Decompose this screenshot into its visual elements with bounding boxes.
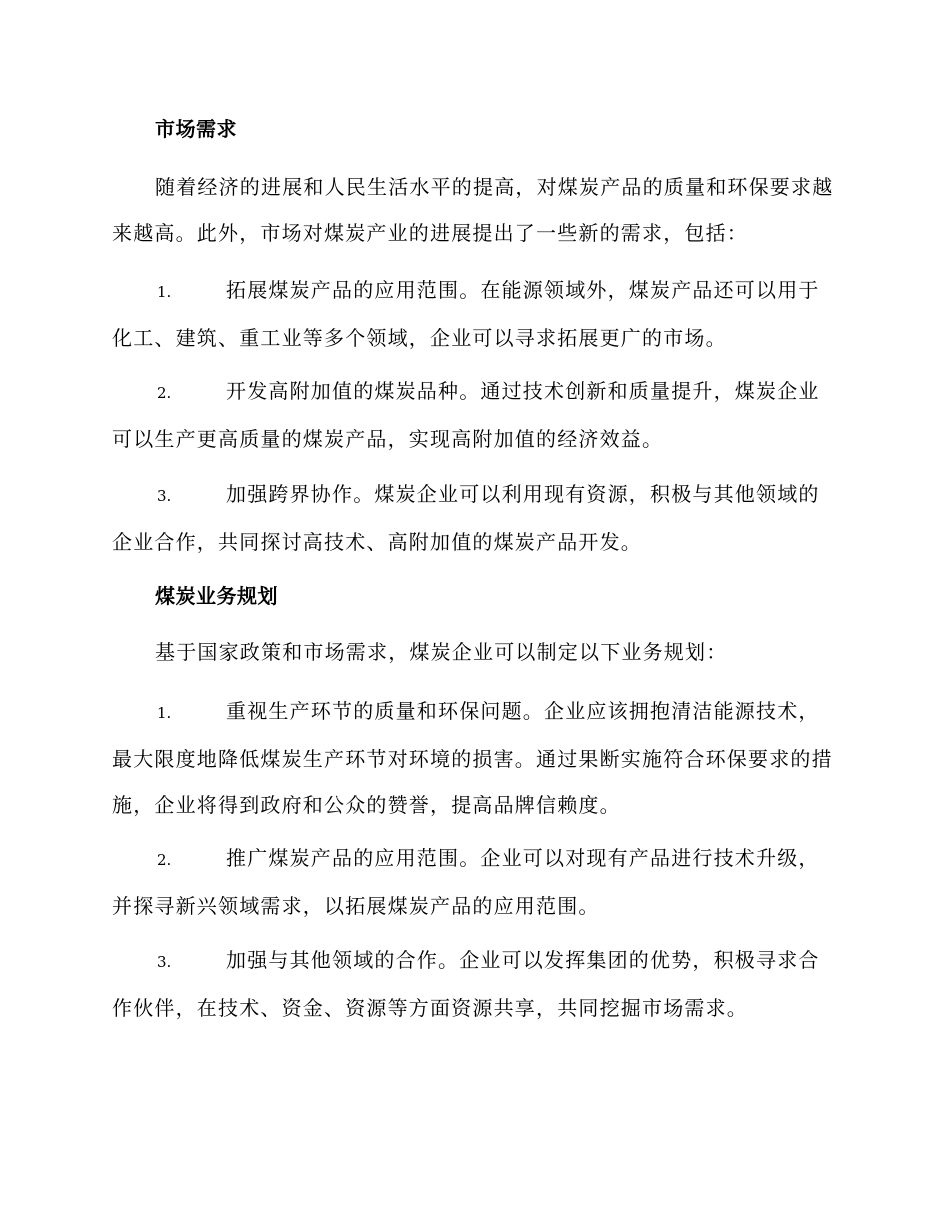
- list-item-text: 加强跨界协作。煤炭企业可以利用现有资源，积极与其他领域的企业合作，共同探讨高技术、高附加值的煤炭产品开发。: [112, 482, 820, 554]
- list-item-number: 1.: [157, 704, 172, 722]
- list-item-text: 推广煤炭产品的应用范围。企业可以对现有产品进行技术升级，并探寻新兴领域需求，以拓展煤炭产品的应用范围。: [112, 846, 820, 918]
- list-item-number: 2.: [157, 384, 172, 402]
- section-heading-business-plan: 煤炭业务规划: [155, 584, 278, 608]
- list-item-number: 2.: [157, 851, 172, 869]
- list-item-number: 1.: [157, 283, 172, 301]
- list-item-number: 3.: [157, 953, 172, 971]
- list-item: [112, 368, 837, 462]
- list-item: [112, 471, 837, 565]
- list-item: [112, 267, 837, 361]
- list-item-text: 重视生产环节的质量和环保问题。企业应该拥抱清洁能源技术，最大限度地降低煤炭生产环节对环境的损害。通过果断实施符合环保要求的措施，企业将得到政府和公众的赞誉，提高品牌信赖度。: [112, 699, 833, 817]
- list-item-number: 3.: [157, 487, 172, 505]
- list-item-text: 拓展煤炭产品的应用范围。在能源领域外，煤炭产品还可以用于化工、建筑、重工业等多个领域，企业可以寻求拓展更广的市场。: [112, 278, 820, 350]
- list-item: [112, 937, 837, 1031]
- section-heading-market-demand: 市场需求: [155, 117, 237, 141]
- section-intro-business-plan: 基于国家政策和市场需求，煤炭企业可以制定以下业务规划：: [155, 640, 728, 664]
- section-intro-market-demand: 随着经济的进展和人民生活水平的提高，对煤炭产品的质量和环保要求越来越高。此外，市场对煤炭产业的进展提出了一些新的需求，包括：: [112, 175, 834, 245]
- list-item: [112, 688, 837, 828]
- list-item-text: 开发高附加值的煤炭品种。通过技术创新和质量提升，煤炭企业可以生产更高质量的煤炭产品，实现高附加值的经济效益。: [112, 379, 820, 451]
- list-item: [112, 835, 837, 929]
- list-item-text: 加强与其他领域的合作。企业可以发挥集团的优势，积极寻求合作伙伴，在技术、资金、资源等方面资源共享，共同挖掘市场需求。: [112, 948, 820, 1020]
